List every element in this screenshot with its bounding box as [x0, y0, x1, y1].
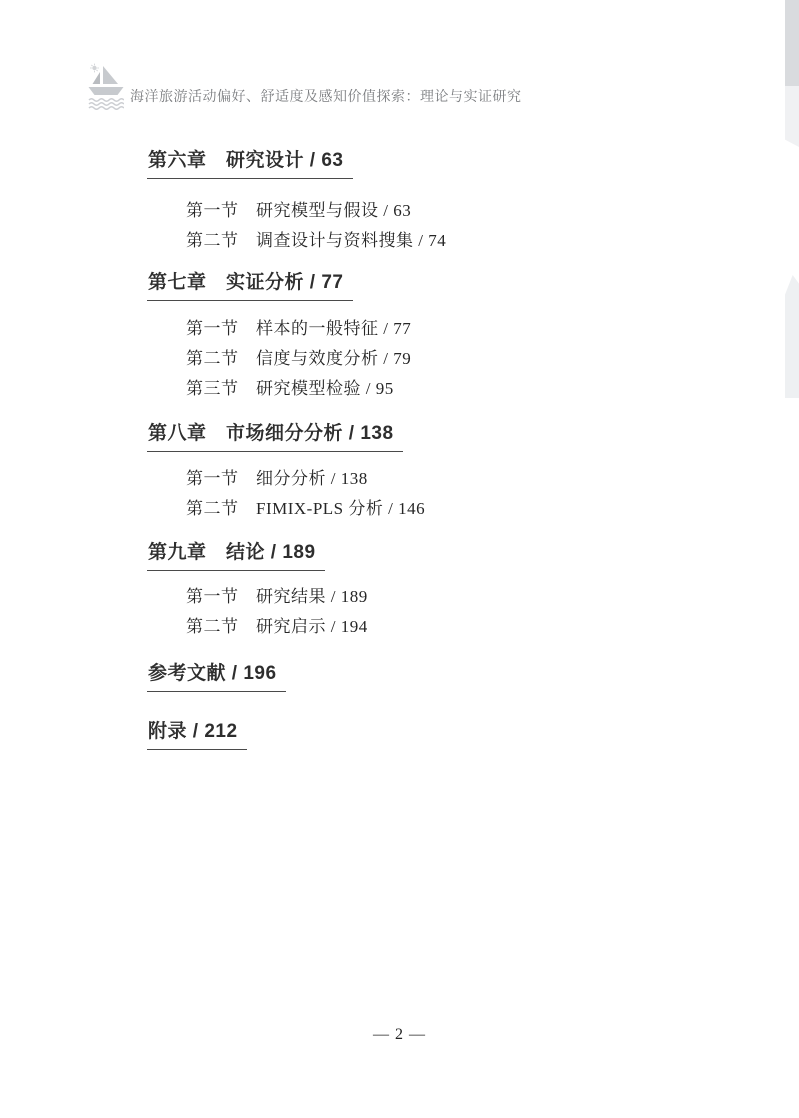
separator: / — [343, 423, 361, 444]
page-number-folio: — 2 — — [373, 1026, 426, 1043]
section-title: 第二节 研究启示 — [186, 617, 326, 636]
toc-entry-chapter-6[interactable] — [147, 145, 353, 179]
section-page-number: 194 — [340, 617, 368, 636]
chapter-page-number: 189 — [282, 542, 316, 563]
section-page-number: 138 — [340, 469, 368, 488]
section-title: 第一节 研究模型与假设 — [186, 201, 379, 220]
separator: / — [304, 272, 322, 293]
toc-entry-text — [147, 716, 247, 750]
separator: / — [187, 721, 205, 742]
toc-entry-appendix[interactable] — [147, 716, 247, 750]
toc-entry-section[interactable] — [186, 464, 368, 489]
section-title: 第一节 样本的一般特征 — [186, 319, 379, 338]
toc-entry-text — [147, 145, 353, 179]
page-edge-strip-dark — [785, 0, 799, 86]
toc-entry-section[interactable] — [186, 612, 368, 637]
toc-entry-section[interactable] — [186, 314, 411, 339]
toc-entry-chapter-8[interactable] — [147, 418, 403, 452]
separator: / — [226, 663, 244, 684]
toc-entry-section[interactable] — [186, 494, 425, 519]
toc-entry-text — [147, 537, 325, 571]
toc-entry-section[interactable] — [186, 196, 411, 221]
sailboat-logo-icon — [88, 63, 124, 110]
separator: / — [304, 150, 322, 171]
toc-entry-text — [147, 418, 403, 452]
page-edge-strip-upper — [785, 86, 799, 147]
chapter-title: 第七章 实证分析 — [148, 272, 305, 293]
toc-entry-chapter-9[interactable] — [147, 537, 325, 571]
backmatter-title: 参考文献 — [148, 663, 227, 684]
toc-entry-section[interactable] — [186, 582, 368, 607]
separator: / — [378, 319, 394, 338]
chapter-title: 第九章 结论 — [148, 542, 266, 563]
backmatter-page-number: 212 — [204, 721, 238, 742]
toc-entry-section[interactable] — [186, 374, 394, 399]
section-page-number: 189 — [340, 587, 368, 606]
separator: / — [378, 349, 394, 368]
section-page-number: 77 — [393, 319, 412, 338]
section-title: 第二节 调查设计与资料搜集 — [186, 231, 414, 250]
section-page-number: 146 — [398, 499, 426, 518]
separator: / — [413, 231, 429, 250]
backmatter-page-number: 196 — [243, 663, 277, 684]
section-page-number: 63 — [393, 201, 412, 220]
section-page-number: 79 — [393, 349, 412, 368]
toc-entry-chapter-7[interactable] — [147, 267, 353, 301]
separator: / — [265, 542, 283, 563]
separator: / — [326, 469, 341, 488]
section-title: 第三节 研究模型检验 — [186, 379, 361, 398]
separator: / — [383, 499, 399, 518]
separator: / — [361, 379, 376, 398]
section-title: 第一节 细分分析 — [186, 469, 326, 488]
backmatter-title: 附录 — [148, 721, 188, 742]
toc-entry-references[interactable] — [147, 658, 286, 692]
chapter-title: 第八章 市场细分分析 — [148, 423, 344, 444]
section-page-number: 95 — [375, 379, 394, 398]
section-title: 第一节 研究结果 — [186, 587, 326, 606]
separator: / — [378, 201, 394, 220]
toc-entry-section[interactable] — [186, 226, 446, 251]
section-page-number: 74 — [428, 231, 447, 250]
toc-entry-text — [147, 267, 353, 301]
chapter-title: 第六章 研究设计 — [148, 150, 305, 171]
chapter-page-number: 138 — [360, 423, 394, 444]
section-title: 第二节 信度与效度分析 — [186, 349, 379, 368]
separator: / — [326, 587, 341, 606]
toc-entry-text — [147, 658, 286, 692]
chapter-page-number: 63 — [321, 150, 344, 171]
running-head-book-title: 海洋旅游活动偏好、舒适度及感知价值探索：理论与实证研究 — [130, 90, 522, 105]
separator: / — [326, 617, 341, 636]
chapter-page-number: 77 — [321, 272, 344, 293]
section-title: 第二节 FIMIX-PLS 分析 — [186, 499, 384, 518]
page-edge-strip-lower — [785, 275, 799, 398]
page-header — [0, 0, 799, 120]
toc-entry-section[interactable] — [186, 344, 411, 369]
